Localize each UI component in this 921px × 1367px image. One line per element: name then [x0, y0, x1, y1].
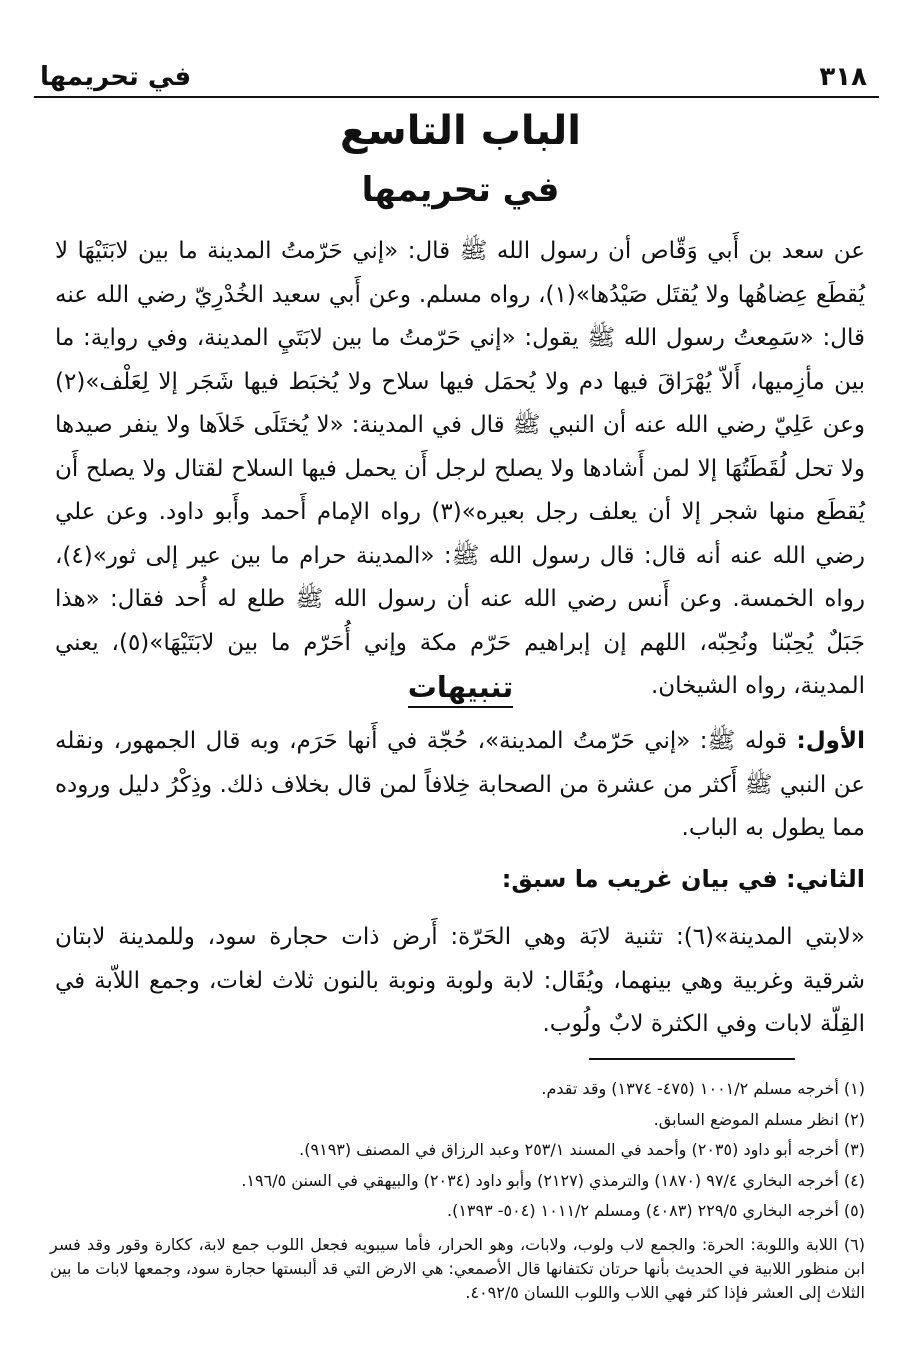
footnotes [50, 1074, 865, 1305]
chapter-subtitle: في تحريمها [361, 170, 560, 210]
first-note-text: قوله ﷺ: «إني حَرّمتُ المدينة»، حُجّة في أَنها حَرَم، وبه قال الجمهور، ونقله عن النبي ﷺ أَكثر من عشرة من الصحابة خِلافاً لمن قال بخلاف ذلك. وذِكْرُ دليل وروده مما يطول به الباب. [55, 728, 865, 841]
footnote-5: (٥) أخرجه البخاري ٢٢٩/٥ (٤٠٨٣) ومسلم ١٠١١/٢ (٥٠٤- ١٣٩٣). [446, 1201, 865, 1220]
first-note-label: الأول: [796, 728, 865, 754]
footnote-1: (١) أخرجه مسلم ١٠٠١/٢ (٤٧٥- ١٣٧٤) وقد تقدم. [541, 1079, 865, 1098]
section-heading-text: تنبيهات [408, 670, 514, 708]
main-paragraph: عن سعد بن أَبي وَقّاص أن رسول الله ﷺ قال: «إني حَرّمتُ المدينة ما بين لابَتَيْهَا لا يُقطَع عِضاهُها ولا يُقتَل صَيْدُها»(١)، رواه مسلم. وعن أَبي سعيد الخُدْرِيّ رضي الله عنه قال: «سَمِعتُ رسول الله ﷺ يقول: «إني حَرّمتُ ما بين لابَتَيِ المدينة، وفي رواية: ما بين مأزِميها، أَلاّ يُهْرَاقَ فيها دم ولا يُحمَل فيها سلاح ولا يُخبَط فيها شَجَر إلا لِعَلْف»(٢) وعن عَلِيّ رضي الله عنه أن النبي ﷺ قال في المدينة: «لا يُختَلَى خَلاَها ولا ينفر صيدها ولا تحل لُقَطَتُهَا إلا لمن أَشادها ولا يصلح لرجل أَن يحمل فيها السلاح لقتال ولا يصلح أَن يُقطَع منها شجر إلا أن يعلف رجل بعيره»(٣) رواه الإمام أَحمد وأَبو داود. وعن علي رضي الله عنه أنه قال: قال رسول الله ﷺ: «المدينة حرام ما بين عير إلى ثور»(٤)، رواه الخمسة. وعن أَنس رضي الله عنه أن رسول الله ﷺ طلع له أُحد فقال: «هذا جَبَلٌ يُحِبّنا ونُحِبّه، اللهم إن إبراهيم حَرّم مكة وإني أُحَرّم ما بين لابَتَيْهَا»(٥)، يعني المدينة، رواه الشيخان. [55, 238, 865, 699]
second-note-heading: الثاني: في بيان غريب ما سبق: [501, 865, 865, 893]
page-number: ٣١٨ [819, 62, 867, 92]
running-title: في تحريمها [40, 62, 192, 92]
header-rule [34, 96, 879, 98]
footnote-2: (٢) انظر مسلم الموضع السابق. [653, 1109, 865, 1129]
chapter-title: الباب التاسع [340, 108, 581, 154]
footnote-3: (٣) أخرجه أبو داود (٢٠٣٥) وأحمد في المسند ٢٥٣/١ وعبد الرزاق في المصنف (٩١٩٣). [299, 1140, 865, 1159]
first-note-paragraph [55, 720, 865, 851]
footnote-6: (٦) اللابة واللوبة: الحرة: والجمع لاب ولوب، ولابات، وهو الحرار، فأما سيبويه فجعل اللوب جمع لابة، ككارة وقور وقد فسر ابن منظور اللابية في الحديث بأنها حرتان تكتفانها قال الأصمعي: هي الارض التي قد ألبستها حجارة سود، وجمعها لابات ما بين الثلاث إلى العشر فإذا كثر فهي اللاب واللوب اللسان ٤٠٩٢/٥. [50, 1234, 865, 1302]
section-heading [0, 670, 921, 704]
footnote-4: (٤) أخرجه البخاري ٩٧/٤ (١٨٧٠) والترمذي (٢١٢٧) وأبو داود (٢٠٣٤) والبيهقي في السنن ١٩٦/٥. [241, 1170, 865, 1190]
footnote-separator [589, 1058, 795, 1060]
running-head [34, 58, 879, 98]
definition-paragraph: «لابتي المدينة»(٦): تثنية لابَة وهي الحَرّة: أَرض ذات حجارة سود، وللمدينة لابتان شرقية وغربية وهي بينهما، ويُقَال: لابة ولوبة ونوبة بالنون ثلاث لغات، وجمع اللاّبة في القِلّة لابات وفي الكثرة لابٌ ولُوب. [55, 924, 865, 1037]
